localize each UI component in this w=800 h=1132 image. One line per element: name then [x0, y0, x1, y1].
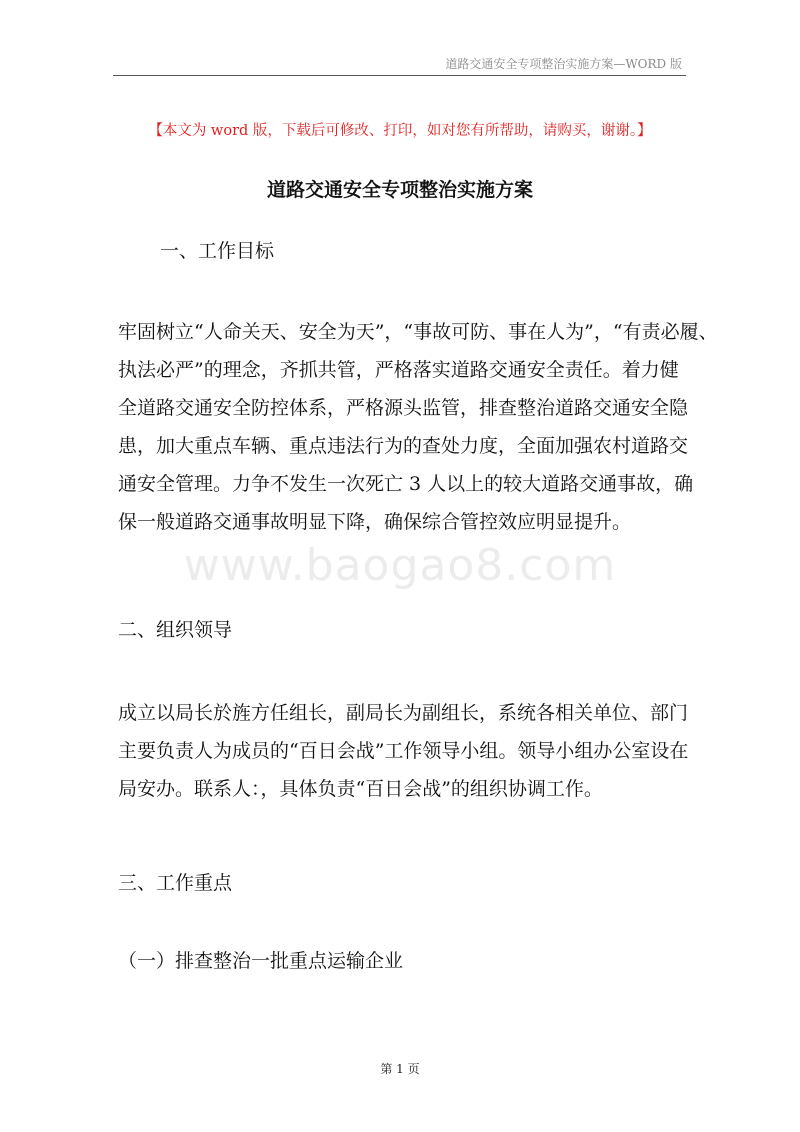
watermark: www.baogao8.com — [183, 540, 617, 591]
document-title: 道路交通安全专项整治实施方案 — [266, 179, 533, 201]
paragraph-line: 通安全管理。力争不发生一次死亡 3 人以上的较大道路交通事故，确 — [118, 473, 694, 495]
subsection-heading: （一）排查整治一批重点运输企业 — [118, 950, 404, 972]
paragraph-line: 主要负责人为成员的“百日会战”工作领导小组。领导小组办公室设在 — [118, 740, 689, 762]
paragraph-leadership — [118, 694, 690, 808]
paragraph-line: 成立以局长於旌方任组长，副局长为副组长，系统各相关单位、部门 — [118, 702, 689, 724]
paragraph-line: 牢固树立“人命关天、安全为天”，“事故可防、事在人为”，“有责必履、 — [118, 321, 718, 343]
paragraph-line: 保一般道路交通事故明显下降，确保综合管控效应明显提升。 — [118, 511, 632, 533]
section-heading-goals: 一、工作目标 — [160, 240, 275, 262]
page-number: 第 1 页 — [380, 1062, 420, 1076]
header-divider — [113, 75, 686, 76]
paragraph-goals — [118, 313, 718, 541]
purchase-notice: 【本文为 word 版，下载后可修改、打印，如对您有所帮助，请购买，谢谢。】 — [148, 123, 652, 139]
paragraph-line: 患，加大重点车辆、重点违法行为的查处力度，全面加强农村道路交 — [118, 435, 689, 457]
paragraph-line: 执法必严”的理念，齐抓共管，严格落实道路交通安全责任。着力健 — [118, 359, 679, 381]
section-heading-leadership: 二、组织领导 — [118, 619, 233, 641]
section-heading-priorities: 三、工作重点 — [118, 872, 233, 894]
running-header: 道路交通安全专项整治实施方案—WORD 版 — [445, 57, 682, 71]
paragraph-line: 局安办。联系人：，具体负责“百日会战”的组织协调工作。 — [118, 778, 603, 800]
paragraph-line: 全道路交通安全防控体系，严格源头监管，排查整治道路交通安全隐 — [118, 397, 689, 419]
